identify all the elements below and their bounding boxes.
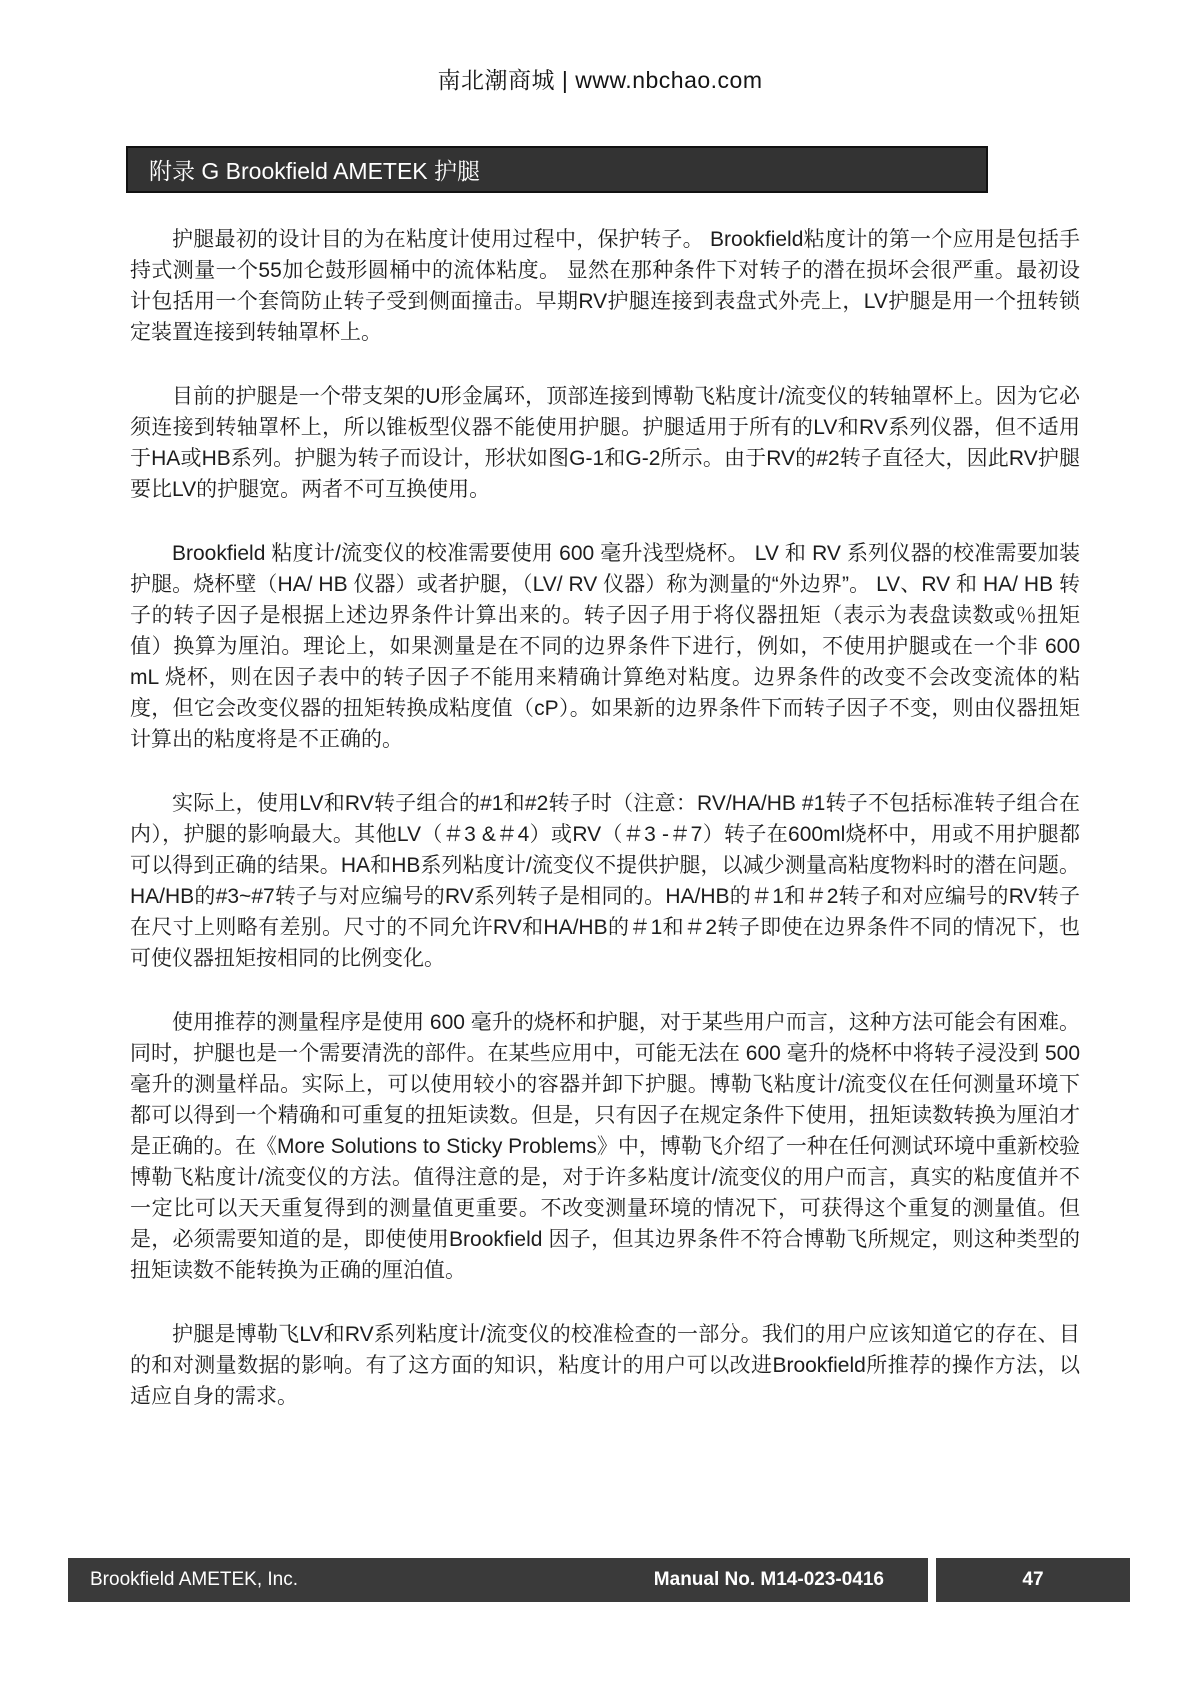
page-number-box — [936, 1558, 1130, 1602]
paragraph-2: 目前的护腿是一个带支架的U形金属环，顶部连接到博勒飞粘度计/流变仪的转轴罩杯上。因为它必须连接到转轴罩杯上，所以锥板型仪器不能使用护腿。护腿适用于所有的LV和RV系列仪器，但不适用于HA或HB系列。护腿为转子而设计，形状如图G-1和G-2所示。由于RV的#2转子直径大，因此RV护腿要比LV的护腿宽。两者不可互换使用。 — [130, 385, 1080, 501]
paragraph-1: 护腿最初的设计目的为在粘度计使用过程中，保护转子。 Brookfield粘度计的第一个应用是包括手持式测量一个55加仑鼓形圆桶中的流体粘度。 显然在那种条件下对转子的潜在损坏会很严重。最初设计包括用一个套筒防止转子受到侧面撞击。早期RV护腿连接到表盘式外壳上，LV护腿是用一个扭转锁定装置连接到转轴罩杯上。 — [130, 228, 1080, 344]
footer-manual-number: Manual No. M14-023-0416 — [653, 1569, 884, 1590]
paragraph-4: 实际上，使用LV和RV转子组合的#1和#2转子时（注意：RV/HA/HB #1转子不包括标准转子组合在内），护腿的影响最大。其他LV（＃3 &＃4）或RV（＃3 -＃7）转子在600ml烧杯中，用或不用护腿都可以得到正确的结果。HA和HB系列粘度计/流变仪不提供护腿，以减少测量高粘度物料时的潜在问题。HA/HB的#3~#7转子与对应编号的RV系列转子是相同的。HA/HB的＃1和＃2转子和对应编号的RV转子在尺寸上则略有差别。尺寸的不同允许RV和HA/HB的＃1和＃2转子即使在边界条件不同的情况下，也可使仪器扭矩按相同的比例变化。 — [130, 792, 1080, 970]
document-body — [130, 224, 1080, 1445]
site-header — [0, 62, 1200, 95]
footer-bar — [68, 1558, 928, 1602]
page-number: 47 — [1022, 1569, 1044, 1590]
paragraph-5: 使用推荐的测量程序是使用 600 毫升的烧杯和护腿，对于某些用户而言，这种方法可能会有困难。同时，护腿也是一个需要清洗的部件。在某些应用中，可能无法在 600 毫升的烧杯中将转子浸没到 500 毫升的测量样品。实际上，可以使用较小的容器并卸下护腿。博勒飞粘度计/流变仪在任何测量环境下都可以得到一个精确和可重复的扭矩读数。但是，只有因子在规定条件下使用，扭矩读数转换为厘泊才是正确的。在《More Solutions to Sticky Problems》中，博勒飞介绍了一种在任何测试环境中重新校验博勒飞粘度计/流变仪的方法。值得注意的是，对于许多粘度计/流变仪的用户而言，真实的粘度值并不一定比可以天天重复得到的测量值更重要。不改变测量环境的情况下，可获得这个重复的测量值。但是，必须需要知道的是，即使使用Brookfield 因子，但其边界条件不符合博勒飞所规定，则这种类型的扭矩读数不能转换为正确的厘泊值。 — [130, 1011, 1080, 1282]
paragraph-6: 护腿是博勒飞LV和RV系列粘度计/流变仪的校准检查的一部分。我们的用户应该知道它的存在、目的和对测量数据的影响。有了这方面的知识，粘度计的用户可以改进Brookfield所推荐的操作方法，以适应自身的需求。 — [130, 1323, 1080, 1408]
footer-company-label: Brookfield AMETEK, Inc. — [90, 1569, 299, 1590]
paragraph-3: Brookfield 粘度计/流变仪的校准需要使用 600 毫升浅型烧杯。 LV 和 RV 系列仪器的校准需要加装护腿。烧杯壁（HA/ HB 仪器）或者护腿，（LV/ RV 仪器）称为测量的“外边界”。 LV、RV 和 HA/ HB 转子的转子因子是根据上述边界条件计算出来的。转子因子用于将仪器扭矩（表示为表盘读数或％扭矩值）换算为厘泊。理论上，如果测量是在不同的边界条件下进行，例如，不使用护腿或在一个非 600 mL 烧杯，则在因子表中的转子因子不能用来精确计算绝对粘度。边界条件的改变不会改变流体的粘度，但它会改变仪器的扭矩转换成粘度值（cP）。如果新的边界条件下而转子因子不变，则由仪器扭矩计算出的粘度将是不正确的。 — [130, 542, 1080, 751]
site-header-text: 南北潮商城 | www.nbchao.com — [437, 67, 763, 93]
appendix-title-bar — [126, 146, 988, 193]
appendix-title-text: 附录 G Brookfield AMETEK 护腿 — [149, 158, 481, 184]
